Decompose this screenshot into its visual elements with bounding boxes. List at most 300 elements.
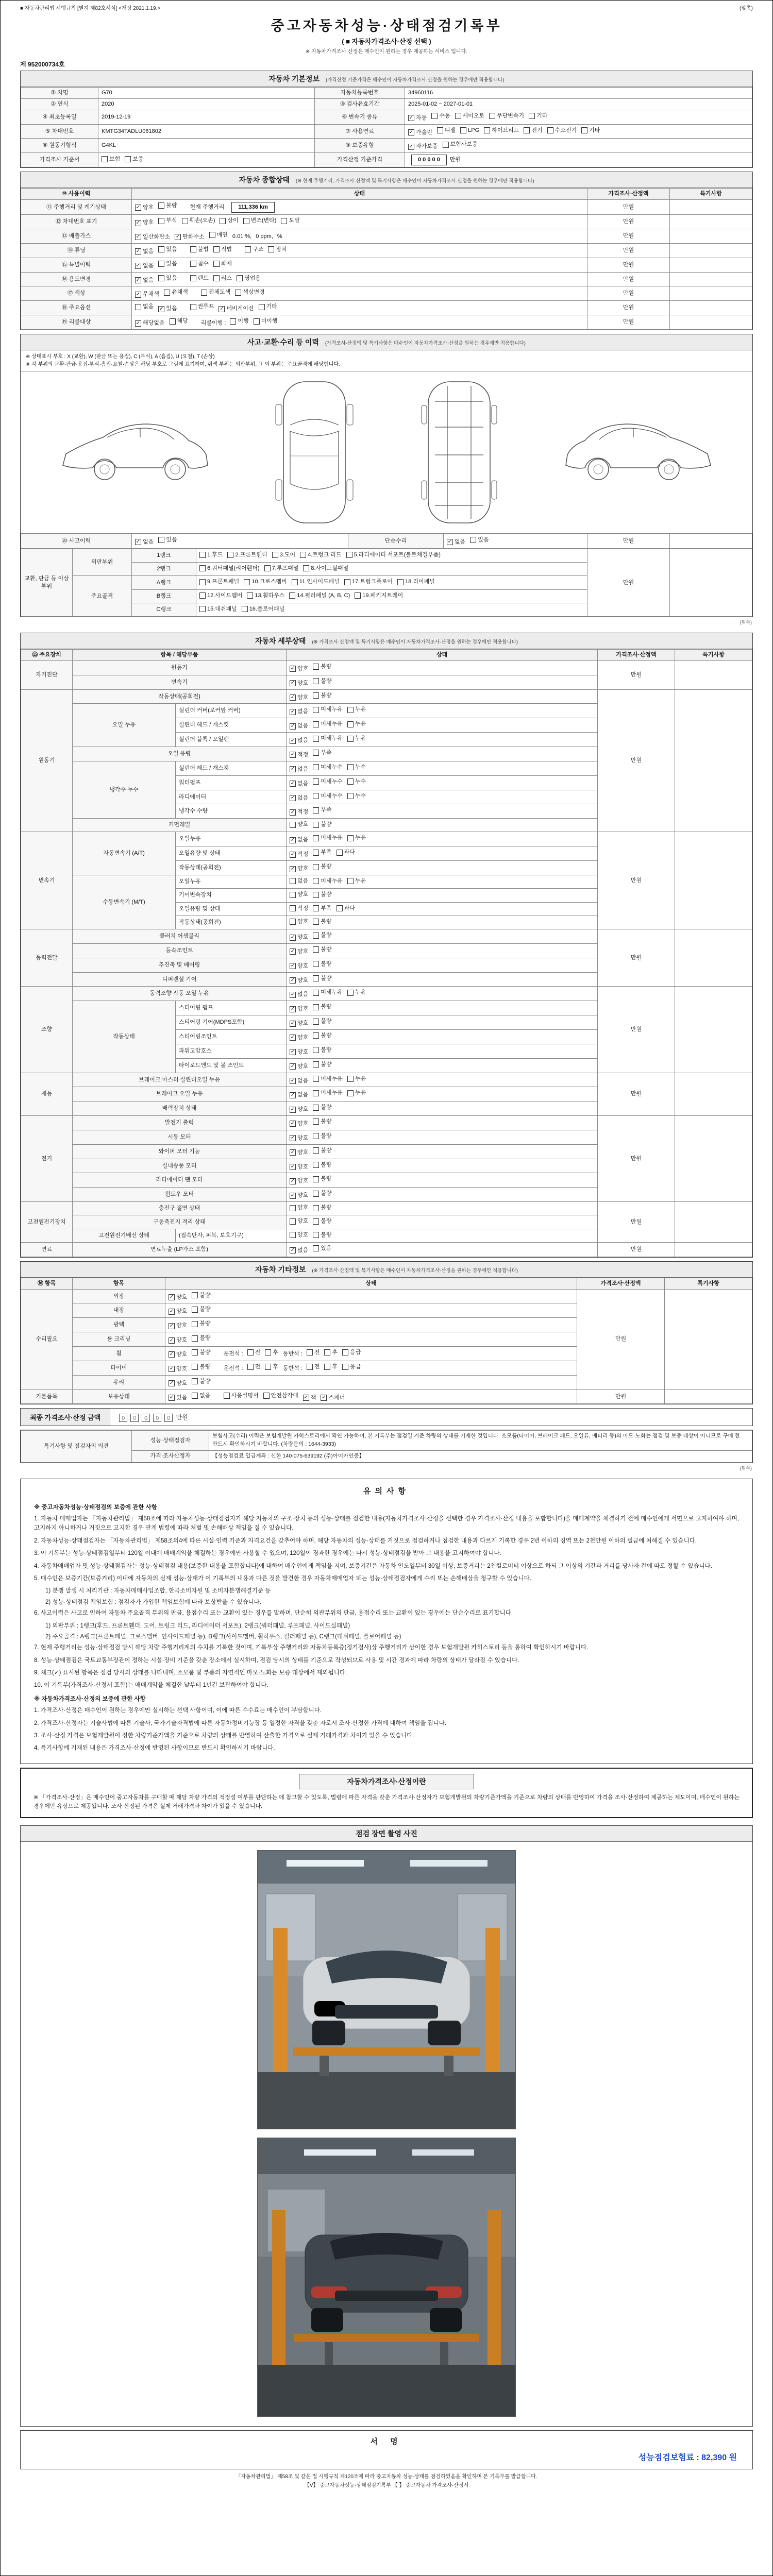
checkbox-checked[interactable] [290, 737, 308, 744]
checkbox-label: 장치 [276, 246, 287, 252]
checkbox-icon [313, 864, 319, 870]
checkbox-icon [243, 218, 249, 224]
checkbox-unchecked[interactable] [290, 918, 308, 926]
checkbox-checked[interactable] [169, 1336, 187, 1344]
checkbox-checked[interactable] [135, 291, 159, 298]
checkbox-label: 양호 [297, 1163, 309, 1170]
checkbox-unchecked[interactable] [313, 720, 343, 728]
checkbox-unchecked[interactable] [290, 877, 308, 885]
checkbox-checked[interactable] [290, 1005, 308, 1013]
checkbox-unchecked[interactable] [158, 260, 177, 268]
checkbox-checked[interactable] [290, 808, 308, 816]
checkbox-unchecked[interactable] [190, 303, 214, 311]
checkbox-icon: ✓ [136, 205, 141, 211]
checkbox-icon [247, 1349, 254, 1355]
checkbox-checked[interactable] [290, 962, 308, 970]
checkbox-label: 미세누유 [321, 735, 343, 742]
checkbox-label: 미세누유 [321, 878, 343, 885]
checkbox-unchecked[interactable] [303, 565, 348, 572]
checkbox-unchecked[interactable] [313, 946, 331, 954]
checkbox-unchecked[interactable] [243, 217, 277, 225]
checkbox-unchecked[interactable] [292, 578, 340, 586]
checkbox-unchecked[interactable] [199, 565, 260, 572]
checkbox-unchecked[interactable] [213, 275, 232, 282]
checkbox-unchecked[interactable] [135, 303, 154, 311]
checkbox-unchecked[interactable] [470, 536, 489, 544]
checkbox-label: 색상변경 [243, 289, 265, 296]
checkbox-unchecked[interactable] [313, 975, 331, 982]
checkbox-label: 없음 [297, 737, 309, 744]
checkbox-checked[interactable] [290, 851, 308, 858]
checkbox-unchecked[interactable] [337, 905, 355, 912]
checkbox-label: 전 [255, 1363, 261, 1370]
checkbox-label: 누유 [355, 1090, 366, 1096]
checkbox-icon: ✓ [290, 934, 295, 940]
checkbox-unchecked[interactable] [313, 1217, 331, 1225]
checkbox-icon [158, 261, 164, 267]
checkbox-unchecked[interactable] [313, 1118, 331, 1126]
val-cell [287, 1058, 598, 1073]
checkbox-unchecked[interactable] [346, 551, 441, 559]
checkbox-label: 있음 [176, 1394, 188, 1401]
checkbox-unchecked[interactable] [313, 877, 343, 885]
checkbox-unchecked[interactable] [213, 260, 232, 268]
checkbox-checked[interactable] [169, 1308, 187, 1315]
checkbox-unchecked[interactable] [290, 821, 308, 828]
checkbox-unchecked[interactable] [125, 156, 143, 163]
checkbox-label: 양호 [297, 1121, 309, 1127]
checkbox-checked[interactable] [290, 1163, 308, 1171]
checkbox-label: 없음 [199, 1392, 211, 1399]
checkbox-icon [199, 552, 206, 558]
note-cell [675, 1242, 752, 1257]
checkbox-unchecked[interactable] [237, 275, 261, 282]
checkbox-unchecked[interactable] [355, 592, 403, 600]
checkbox-unchecked[interactable] [347, 1089, 366, 1097]
checkbox-unchecked[interactable] [313, 1161, 331, 1169]
checkbox-unchecked[interactable] [313, 1003, 331, 1011]
checkbox-unchecked[interactable] [313, 931, 331, 939]
checkbox-unchecked[interactable] [263, 1392, 298, 1400]
checkbox-label: 화재 [221, 260, 232, 267]
lbl-cell: ⑰ 색상 [21, 286, 132, 301]
note-cell [675, 1202, 752, 1243]
checkbox-label: 양호 [297, 962, 309, 969]
checkbox-checked[interactable] [135, 248, 154, 256]
checkbox-unchecked[interactable] [290, 905, 308, 912]
checkbox-icon [230, 318, 236, 325]
note-cell [670, 315, 752, 330]
checkbox-unchecked[interactable] [313, 792, 343, 800]
checkbox-unchecked[interactable] [484, 127, 519, 134]
checkbox-unchecked[interactable] [529, 112, 547, 120]
checkbox-unchecked[interactable] [347, 877, 366, 885]
checkbox-icon [337, 905, 343, 911]
checkbox-unchecked[interactable] [313, 849, 331, 856]
checkbox-unchecked[interactable] [307, 1349, 320, 1357]
checkbox-checked[interactable] [135, 277, 154, 284]
checkbox-checked[interactable] [135, 233, 170, 241]
checkbox-label: 없음 [297, 1077, 309, 1084]
checkbox-label: 전 [314, 1349, 320, 1355]
checkbox-unchecked[interactable] [313, 1089, 343, 1097]
checkbox-unchecked[interactable] [300, 551, 341, 559]
val-cell [287, 1242, 598, 1257]
checkbox-icon [209, 232, 215, 238]
checkbox-unchecked[interactable] [230, 317, 248, 325]
checkbox-unchecked[interactable] [489, 112, 524, 120]
checkbox-checked[interactable] [290, 1177, 308, 1185]
checkbox-unchecked[interactable] [272, 551, 295, 559]
checkbox-icon [313, 905, 319, 911]
checkbox-unchecked[interactable] [264, 565, 299, 572]
checkbox-checked[interactable] [135, 538, 154, 546]
checkbox-checked[interactable] [290, 1034, 308, 1042]
checkbox-checked[interactable] [290, 694, 308, 702]
checkbox-unchecked[interactable] [581, 127, 600, 134]
checkbox-checked[interactable] [290, 766, 308, 773]
sub-cell: 오일유량 및 상태 [176, 902, 287, 916]
checkbox-label: 미세누유 [321, 721, 343, 727]
checkbox-checked[interactable] [408, 114, 427, 122]
checkbox-unchecked[interactable] [192, 1392, 210, 1400]
checkbox-icon [254, 318, 260, 325]
checkbox-checked[interactable] [290, 751, 308, 759]
checkbox-checked[interactable] [290, 1134, 308, 1142]
checkbox-checked[interactable] [135, 262, 154, 270]
checkbox-label: 누유 [355, 835, 366, 841]
checkbox-label: 과다 [344, 905, 355, 911]
checkbox-icon [313, 707, 319, 713]
checkbox-icon: ✓ [290, 794, 295, 801]
checkbox-checked[interactable] [135, 319, 165, 327]
checkbox-checked[interactable] [219, 305, 254, 313]
checkbox-checked[interactable] [290, 680, 308, 687]
checkbox-unchecked[interactable] [524, 127, 542, 134]
val-cell [287, 902, 598, 916]
checkbox-checked[interactable] [169, 1294, 187, 1301]
checkbox-unchecked[interactable] [431, 112, 450, 120]
checkbox-label: 양호 [176, 1380, 188, 1386]
checkbox-unchecked[interactable] [344, 578, 393, 586]
checkbox-unchecked[interactable] [347, 1075, 366, 1083]
checkbox-unchecked[interactable] [199, 592, 242, 600]
checkbox-label: 양호 [297, 821, 309, 828]
checkbox-unchecked[interactable] [102, 156, 120, 163]
checkbox-unchecked[interactable] [313, 663, 331, 671]
checkbox-icon [313, 878, 319, 884]
checkbox-unchecked[interactable] [192, 1349, 210, 1357]
checkbox-unchecked[interactable] [313, 1032, 331, 1040]
device-group-cell: 전기 [21, 1116, 73, 1202]
checkbox-unchecked[interactable] [342, 1363, 361, 1371]
checkbox-icon [443, 142, 449, 148]
checkbox-checked[interactable] [169, 1365, 187, 1373]
checkbox-unchecked[interactable] [347, 735, 366, 742]
checkbox-unchecked[interactable] [313, 1204, 331, 1212]
checkbox-checked[interactable] [290, 1247, 308, 1255]
checkbox-unchecked[interactable] [192, 1306, 210, 1313]
checkbox-icon [529, 113, 535, 119]
sub-cell: 라디에이터 [176, 790, 287, 804]
checkbox-icon [281, 218, 287, 224]
checkbox-icon [313, 1232, 319, 1238]
checkbox-unchecked[interactable] [259, 303, 277, 311]
checkbox-unchecked[interactable] [313, 806, 331, 814]
section-valuation-definition [20, 1768, 753, 1818]
checkbox-unchecked[interactable] [254, 317, 278, 325]
checkbox-checked[interactable] [158, 305, 177, 313]
checkbox-icon: ✓ [447, 539, 452, 545]
checkbox-unchecked[interactable] [313, 749, 331, 757]
checkbox-unchecked[interactable] [437, 127, 456, 134]
checkbox-checked[interactable] [290, 977, 308, 985]
checkbox-label: 있음 [166, 260, 177, 267]
checkbox-unchecked[interactable] [247, 1349, 261, 1357]
checkbox-icon [347, 736, 354, 742]
note-cell [670, 215, 752, 229]
checkbox-unchecked[interactable] [158, 202, 177, 210]
device-group-cell: 원동기 [21, 689, 73, 832]
checkbox-checked[interactable] [290, 836, 308, 844]
checkbox-unchecked[interactable] [209, 231, 228, 239]
checkbox-unchecked[interactable] [164, 289, 188, 296]
checkbox-label: 매연 [216, 232, 228, 239]
checkbox-unchecked[interactable] [247, 1363, 261, 1371]
checkbox-checked[interactable] [169, 1380, 187, 1387]
checkbox-label: 양호 [297, 1063, 309, 1070]
checkbox-checked[interactable] [290, 722, 308, 730]
checkbox-icon [347, 1090, 354, 1096]
checkbox-unchecked[interactable] [199, 605, 237, 613]
checkbox-icon [324, 1364, 330, 1370]
checkbox-unchecked[interactable] [224, 1392, 259, 1400]
checkbox-icon: ✓ [290, 851, 295, 857]
checkbox-icon [313, 1133, 319, 1139]
checkbox-unchecked[interactable] [313, 821, 331, 828]
checkbox-unchecked[interactable] [158, 536, 177, 544]
checkbox-unchecked[interactable] [289, 592, 350, 600]
checkbox-unchecked[interactable] [192, 1292, 210, 1299]
checkbox-label: 불량 [321, 663, 332, 670]
checkbox-unchecked[interactable] [342, 1349, 361, 1357]
checkbox-unchecked[interactable] [337, 849, 355, 856]
parts-label-cell: 교환, 판금 등 이상 부위 [21, 549, 73, 616]
checkbox-icon: ✓ [290, 1149, 295, 1156]
checkbox-unchecked[interactable] [190, 246, 209, 253]
checkbox-unchecked[interactable] [347, 834, 366, 842]
checkbox-unchecked[interactable] [313, 1018, 331, 1025]
checkbox-label: 무채색 [143, 291, 159, 298]
checkbox-unchecked[interactable] [199, 578, 239, 586]
checkbox-unchecked[interactable] [265, 1363, 278, 1371]
checkbox-unchecked[interactable] [313, 1231, 331, 1239]
checkbox-unchecked[interactable] [192, 1334, 210, 1342]
checkbox-checked[interactable] [169, 1394, 187, 1402]
checkbox-unchecked[interactable] [313, 1245, 331, 1252]
checkbox-checked[interactable] [135, 219, 154, 227]
checkbox-icon [290, 1232, 296, 1238]
checkbox-checked[interactable] [290, 1063, 308, 1071]
price-cell: 만원 [587, 229, 670, 244]
note-cell [670, 258, 752, 272]
checkbox-label: 불량 [321, 1190, 332, 1197]
checkbox-checked[interactable] [290, 1120, 308, 1128]
checkbox-unchecked[interactable] [247, 592, 284, 600]
price-cell: 만원 [598, 987, 675, 1073]
checkbox-unchecked[interactable] [455, 112, 485, 120]
checkbox-checked[interactable] [290, 1091, 308, 1099]
checkbox-unchecked[interactable] [192, 1320, 210, 1328]
detail-note: (※ 가격조사·산정액 및 특기사항은 매수인이 자동차가격조사·산정을 원하는 경우에만 적용합니다) [312, 639, 518, 646]
checkbox-unchecked[interactable] [313, 863, 331, 871]
checkbox-icon [347, 721, 354, 727]
device-group-cell: 연료 [21, 1242, 73, 1257]
checkbox-unchecked[interactable] [158, 217, 177, 225]
checkbox-unchecked[interactable] [227, 551, 267, 559]
checkbox-unchecked[interactable] [313, 1075, 343, 1083]
checkbox-unchecked[interactable] [199, 551, 223, 559]
val-cell [98, 110, 315, 124]
checkbox-unchecked[interactable] [313, 1046, 331, 1054]
checkbox-unchecked[interactable] [347, 720, 366, 728]
checkbox-icon [313, 1047, 319, 1053]
checkbox-unchecked[interactable] [347, 764, 366, 771]
checkbox-unchecked[interactable] [313, 891, 331, 899]
checkbox-label: 19.패키지트레이 [362, 592, 404, 599]
value-box: 111,336 km [231, 202, 275, 213]
checkbox-unchecked[interactable] [313, 1061, 331, 1069]
checkbox-unchecked[interactable] [313, 692, 331, 700]
checkbox-checked[interactable] [290, 934, 308, 941]
checkbox-checked[interactable] [321, 1394, 345, 1402]
checkbox-unchecked[interactable] [313, 764, 343, 771]
checkbox-unchecked[interactable] [324, 1363, 338, 1371]
checkbox-unchecked[interactable] [190, 260, 209, 268]
checkbox-unchecked[interactable] [313, 1147, 331, 1155]
checkbox-unchecked[interactable] [313, 918, 331, 926]
checkbox-unchecked[interactable] [192, 1378, 210, 1385]
checkbox-checked[interactable] [290, 865, 308, 873]
checkbox-icon [300, 552, 306, 558]
checkbox-unchecked[interactable] [220, 217, 238, 225]
val-cell [287, 1073, 598, 1087]
checkbox-unchecked[interactable] [313, 960, 331, 968]
checkbox-label: 불량 [321, 1061, 332, 1067]
checkbox-checked[interactable] [290, 1048, 308, 1056]
checkbox-checked[interactable] [408, 143, 438, 150]
checkbox-unchecked[interactable] [313, 989, 343, 996]
checkbox-unchecked[interactable] [190, 275, 209, 282]
detail-col-state: 상태 [287, 650, 598, 661]
checkbox-unchecked[interactable] [313, 834, 343, 842]
checkbox-label: 양호 [297, 1020, 309, 1027]
checkbox-checked[interactable] [303, 1394, 316, 1402]
checkbox-unchecked[interactable] [307, 1363, 320, 1371]
checkbox-checked[interactable] [290, 794, 308, 802]
checkbox-checked[interactable] [290, 991, 308, 998]
checkbox-unchecked[interactable] [313, 735, 343, 742]
checkbox-unchecked[interactable] [460, 127, 479, 134]
checkbox-unchecked[interactable] [182, 217, 215, 225]
val-cell [287, 1159, 598, 1173]
checkbox-unchecked[interactable] [201, 289, 231, 296]
checkbox-checked[interactable] [175, 233, 205, 241]
checkbox-checked[interactable] [169, 1322, 187, 1330]
checkbox-icon [199, 579, 206, 585]
checkbox-checked[interactable] [290, 1077, 308, 1085]
checkbox-unchecked[interactable] [347, 989, 366, 996]
checkbox-unchecked[interactable] [242, 605, 284, 613]
checkbox-unchecked[interactable] [347, 778, 366, 786]
note-cell [665, 1389, 752, 1404]
checkbox-label: 안전삼각대 [271, 1392, 298, 1399]
checkbox-checked[interactable] [290, 665, 308, 673]
checkbox-checked[interactable] [290, 1149, 308, 1157]
checkbox-checked[interactable] [169, 1351, 187, 1359]
checkbox-checked[interactable] [447, 538, 465, 546]
checkbox-unchecked[interactable] [170, 317, 188, 325]
checkbox-unchecked[interactable] [313, 778, 343, 786]
checkbox-checked[interactable] [290, 708, 308, 716]
checkbox-unchecked[interactable] [347, 706, 366, 714]
checkbox-unchecked[interactable] [313, 1190, 331, 1197]
checkbox-checked[interactable] [408, 129, 432, 137]
checkbox-label: 양호 [297, 1218, 309, 1225]
checkbox-checked[interactable] [135, 204, 154, 212]
checkbox-unchecked[interactable] [547, 127, 577, 134]
checkbox-unchecked[interactable] [443, 141, 478, 148]
checkbox-unchecked[interactable] [290, 1217, 308, 1225]
checkbox-icon [199, 592, 206, 599]
checkbox-unchecked[interactable] [313, 677, 331, 685]
checkbox-unchecked[interactable] [313, 1104, 331, 1111]
checkbox-label: 1.후드 [207, 551, 223, 558]
note-cell [670, 286, 752, 301]
checkbox-unchecked[interactable] [158, 246, 177, 253]
checkbox-unchecked[interactable] [313, 1175, 331, 1183]
checkbox-checked[interactable] [290, 948, 308, 956]
checkbox-unchecked[interactable] [281, 217, 299, 225]
checkbox-icon [313, 933, 319, 939]
checkbox-unchecked[interactable] [268, 246, 287, 253]
checkbox-unchecked[interactable] [245, 246, 263, 253]
checkbox-unchecked[interactable] [158, 275, 177, 282]
checkbox-checked[interactable] [290, 1020, 308, 1027]
checkbox-unchecked[interactable] [213, 246, 232, 253]
rank-cell: A랭크 [132, 576, 196, 589]
checkbox-unchecked[interactable] [290, 891, 308, 899]
checkbox-checked[interactable] [290, 780, 308, 788]
checkbox-label: 구조 [253, 246, 264, 252]
checkbox-unchecked[interactable] [313, 706, 343, 714]
checkbox-unchecked[interactable] [313, 1132, 331, 1140]
checkbox-unchecked[interactable] [244, 578, 287, 586]
checkbox-label: 불량 [321, 1118, 332, 1125]
checkbox-unchecked[interactable] [313, 905, 331, 912]
etc-table [21, 1278, 752, 1404]
checkbox-unchecked[interactable] [290, 1231, 308, 1239]
checkbox-unchecked[interactable] [192, 1363, 210, 1371]
checkbox-unchecked[interactable] [347, 792, 366, 800]
checkbox-checked[interactable] [290, 1192, 308, 1199]
checkbox-unchecked[interactable] [235, 289, 265, 296]
checkbox-unchecked[interactable] [265, 1349, 278, 1357]
checkbox-unchecked[interactable] [397, 578, 435, 586]
checkbox-checked[interactable] [290, 1106, 308, 1113]
checkbox-unchecked[interactable] [324, 1349, 338, 1357]
checkbox-unchecked[interactable] [290, 1204, 308, 1212]
